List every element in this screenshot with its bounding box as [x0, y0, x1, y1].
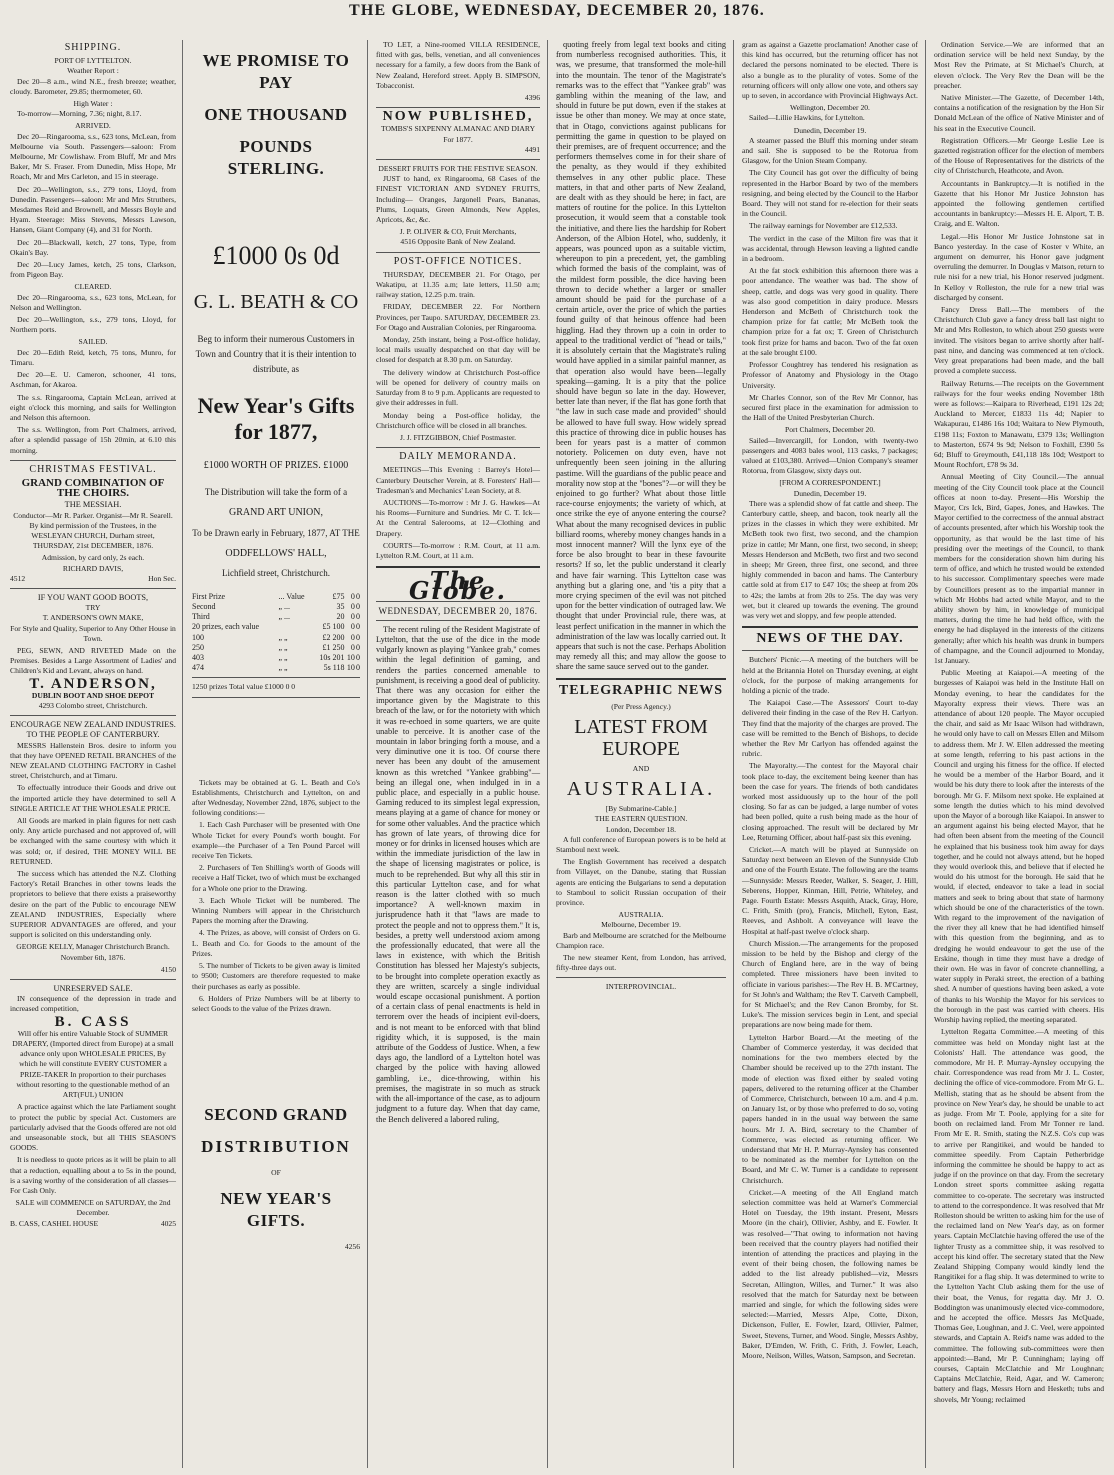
- prize-cell: „ „: [278, 653, 288, 663]
- cass-body: A practice against which the late Parliament sought to protect the public by special Act. Customers are particularly advised that the Goods offered are not old and unseasonable stock, but all THIS SEASON'S GOODS.: [10, 1102, 176, 1153]
- prize-cell: 0: [350, 602, 355, 612]
- interprovincial: gram as against a Gazette proclamation! Another case of this kind has occurred, but the returning officer has not declared the persons nominated to be elected. There is also a bungle as to the plurality of votes. Some of the returning officers will only allow one vote, and others say up to seven, in accordance with Provincial Highways Act.: [742, 40, 918, 101]
- cass-body: It is needless to quote prices as it will be plain to all that a reduction, equalling about a to 5s in the pound, is a saving worthy of the consideration of all classes—For Cash Only.: [10, 1155, 176, 1195]
- by-cable: [By Submarine-Cable.]: [605, 804, 677, 814]
- prize-cell: 10: [346, 653, 355, 663]
- prize-cell: 0: [350, 591, 355, 601]
- news-item: Public Meeting at Kaiapoi.—A meeting of the burgesses of Kaiapoi was held in the Institute Hall on Monday evening, to hear the candidates for the Mayoralty express their views. There was an attendance of about 120 people. The Mayor occupied the chair, and said as Mr Isaac Wilson had withdrawn, he would only have to call on Messrs Ellen and Milsom to address them. Mr J. W. Ellen addressed the meeting at some length, referring to his past actions in the Council and urging his fitness for the office. If elected he would be a member of the Harbor Board, and it would be his duty there to look after the interests of the borough. Mr G. F. Milsom next spoke. He explained at some length the duties which to his mind devolved upon the Mayor of a borough like Kaiapoi. In answer to an argument against his being elected Mayor, that he had often been absent from the meeting of the Council he explained that his business took him away for days together, and he could not always attend, but he hoped they would overlook this, and believe that if elected he would do his utmost for the borough. He said that he would, if elected, endeavor to take a lead in social matters and seek to bring about that state of harmony which should be one of the characteristics of the town. With regard to the improvement of the navigation of the river they all knew that he had identified himself with this question from the beginning, and as to dredging he would endeavour to get the use of the Erskine, though in time they must have a dredge of their own. He was in favor of concrete channelling, a water supply in Peraki street, the erection of a bathing shed. A number of questions having been asked, a vote of thanks to his Worship the Mayor for his services to the borough in the past was carried with cheers. His Worship having replied, the meeting separated.: [934, 668, 1104, 1025]
- arrived-heading: ARRIVED.: [75, 121, 111, 131]
- ad-number: 4396: [524, 93, 540, 103]
- xmas-title: GRAND COMBINATION OF THE CHOIRS.: [21, 476, 165, 500]
- davis: RICHARD DAVIS,: [62, 563, 124, 573]
- arrival: Dec 20—Blackwall, ketch, 27 tons, Type, from Okain's Bay.: [10, 237, 176, 257]
- prize-cell: 5s 118: [323, 663, 345, 673]
- news-item: Lyttelton Regatta Committee.—A meeting of this committee was held on Monday night last at the Colonists' Hall. The attendance was good, the commodore, Mr H. P. Murray-Aynsley occupying the chair. Correspondence was read from Mr J. L. Coster, declining the office of vice-commodore. From Mr G. L. Mellish, stating that as he should be absent from the province on New Year's day, he should be unable to act as judge. From Mr T. Poole, applying for a site for booth on reclaimed land. From Mr Tonner re land. From Mr E. R. Smith, stating the N.Z.S. Co's cup was to arrive per Rangitikei, and would be handed to committee speedily. From Captain Petherbridge informing the committee he should be happy to act as judge if on the province on that day. From the secretary London street sports committee asking regatta committee to co-operate. The secretary was instructed to attend to the correspondence. It was resolved that Mr Rolleston should be written to asking him for the use of the reclaimed land on New Year's day, as on former years. Captain McClatchie having offered the use of the lighter Trusty as a committee ship, it was resolved to accept his kind offer. The secretary stated that the New Zealand Shipping Company would kindly lend the Rangitikei for a flag ship. It was determined to write to the Lyttelton Yacht Club asking them for the use of their boat, the Venus, for regatta day. Mr J. O. Boddington was unanimously elected vice-commodore, and he accepted the office. Messrs Jas McQuade, Thomas Gee, Loughnan, and J. C. Veel, were appointed stewards, and Captain A. Reid's name was added to the committee. The following sub-committees were then appointed:—Band, Mr P. Cunningham; laying off courses, Captain McClatchie and Mr Loughnan; Captains McClatchie, Reid, Agar, and W. Cameron; battery and flags, Messrs Horn and Hesketh; tubs and shovels, Mr Young; reclaimed: [934, 1027, 1104, 1404]
- new-years-gifts-heading: NEW YEAR'S GIFTS.: [220, 1189, 332, 1231]
- post-office-heading: POST-OFFICE NOTICES.: [393, 255, 523, 267]
- dessert-heading: DESSERT FRUITS FOR THE FESTIVE SEASON.: [378, 164, 538, 174]
- ad-number: 4256: [344, 1242, 360, 1252]
- now-published: NOW PUBLISHED,: [382, 109, 534, 125]
- news-of-day-heading: NEWS OF THE DAY.: [756, 631, 904, 647]
- pounds-amount: £1000 0s 0d: [212, 241, 340, 270]
- telegram: The City Council has got over the difficulty of being represented in the Harbor Board by two of the members resigning, and being elected by the Council to the Harbor Board. They will not stand for re-election for their seats in the Council.: [742, 168, 918, 219]
- column-rule: [367, 40, 368, 1468]
- telegram: Mr Charles Connor, son of the Rev Mr Connor, has secured first place in the examination for admission to the Hall of the United Presbyterian Church.: [742, 392, 918, 423]
- telegram: At the fat stock exhibition this afternoon there was a poor attendance. The weather was bad. The show of sheep, cattle, and dogs was very good in quality. There was also good competition in dairy produce. Messrs Henderson and McBeth of Christchurch took the champion prize for fat cattle; Mr McBeth took the champion prize for a fat ox; T. Green of Christchurch took first prize for hams and bacon. Two of the fat oxen at the sale brought £100.: [742, 266, 918, 357]
- prize-row: [192, 602, 360, 612]
- promise-line: POUNDS STERLING.: [227, 137, 325, 178]
- high-water: To-morrow—Morning, 7.36; night, 8.17.: [17, 109, 142, 119]
- melbourne-dateline: Melbourne, December 19.: [601, 920, 681, 930]
- divider: [376, 252, 540, 253]
- column-6: [928, 40, 1110, 1470]
- latest-and: AND: [632, 764, 650, 773]
- sailed: Dec 20—Edith Reid, ketch, 75 tons, Munro, for Timaru.: [10, 347, 176, 367]
- divider: [10, 979, 176, 980]
- water-heading: High Water :: [73, 99, 113, 109]
- fruits-ad: JUST to hand, ex Ringarooma, 68 Cases of the FINEST VICTORIAN AND SYDNEY FRUITS, Including— Oranges, Jargonell Pears, Bananas, Plums, Loquats, Green Almonds, New Apples, Apricots, &c, &c.: [376, 174, 540, 225]
- divider: [742, 650, 918, 651]
- divider: [376, 447, 540, 448]
- leader-article-cont: quoting freely from legal text books and citing from numberless recognised authorities. This, it was, we presume, that transformed the mole-hill into the mountain. The tenor of the Magistrate's remarks was to the effect that "Yankee grab" was gambling within the meaning of the law, and should in future be put down, even if the stakes at issue be other than money. We may at once state, that in Otago, convictions against publicans for permitting the game in question to be played on their premises, are of frequent occurrence; and the performers themselves come in for their share of the penalty, as they would if they exhibited themselves in any other public place. These matters, in that and other parts of New Zealand, are dealt with as they should be here; in fact, are matters of routine for the police. In this Lyttelton prosecution, it would seem that a constable took the initiative, and there lies the hardship for Robert Anderson, of the Albion Hotel, who, suddenly, it appears, was pounced upon as a suitable victim, whereupon to pin a precedent, yet, the gambling which formed the basis of the complaint, was of the mildest form possible, the dice having been thrown to decide whether a larger or smaller amount should be paid for the purchase of a certain article, over the price of which the parties found guilty of that heinous offence had been higgling. Had they thrown up a coin in order to appeal to the traditional verdict of "head or tails," it is absolutely certain that the Magistrate's ruling would have applied in a similar painful manner, as that operation also would have been—legally speaking—gaming. It is a pity that the police should have begun so late in the day. However, better late than never, if the flat has gone forth that "the law in such case made and provided" should be allowed to have full sway. How widely spread this practice of throwing dice in public houses has been for years past is a matter of common notoriety. Policemen on duty even, have not unfrequently been seen joining in the alluring pastime. Will the guardians of the public peace and morality now stop at the "bones"?—or will they be enjoined to go further? What about those little race-course enjoyments; the variety of which, at once strike the eye of anyone entering the course? What about the many recognised devices in public billiard rooms, whereby money changes hands in a most innocent manner? Will the lynx eye of the force be also brought to bear in these favourite resorts? If so, let the public understand it clearly and have fair warning. This Lyttelton case was anything but a glaring one, and 'tis a pity that a more crying specimen of the evil was not pitched upon for the better vindication of outraged law. We thought that under Provincial rule, there was, at least perfect unification in the manner in which the administration of the law was locally carried out. It appears that such is not the case. Perhaps Abolition may remedy all this; and may allow the goose to share the same sauce served out to the gander.: [556, 40, 726, 672]
- cass-sale: SALE will COMMENCE on SATURDAY, the 2nd December.: [15, 1198, 171, 1218]
- column-5: [736, 40, 924, 1470]
- to-people: TO THE PEOPLE OF CANTERBURY.: [26, 730, 160, 740]
- anderson: T. ANDERSON,: [29, 675, 157, 692]
- prize-cell: 0: [350, 612, 355, 622]
- condition: 3. Each Whole Ticket will be numbered. The Winning Numbers will appear in the Christchurch Papers the morning after the Drawing.: [192, 895, 360, 926]
- column-rule: [547, 40, 548, 1468]
- memo: AUCTIONS—To-morrow : Mr J. G. Hawkes—At his Rooms—Furniture and Sundries. Mr C. T. Ick—At the Central Salerooms, at 12—Clothing and Drapery.: [376, 497, 540, 538]
- divider: [10, 588, 176, 589]
- news-item: Fancy Dress Ball.—The members of the Christchurch Club gave a fancy dress ball last night to Mr and Mrs Rolleston, to which about 250 guests were invited. The visitors began to arrive shortly after half-past nine, and dancing was commenced at ten o'clock. Very great preparations had been made, and the ball proved a complete success.: [934, 305, 1104, 376]
- almanac: TOMBS'S SIXPENNY ALMANAC AND DIARY For 1877.: [380, 124, 536, 144]
- pegged: PEG, SEWN, AND RIVETED Made on the Premises. Besides a Large Assortment of Ladies' and Children's Kid and Levant, always on hand.: [10, 645, 176, 676]
- divider: [556, 977, 726, 978]
- telegram: Sailed—Lillie Hawkins, for Lyttelton.: [749, 113, 865, 123]
- davis-line: [10, 574, 176, 584]
- interprovincial-heading: INTERPROVINCIAL.: [605, 982, 677, 992]
- condition: 2. Purchasers of Ten Shilling's worth of Goods will receive a Half Ticket, two of which must be exchanged for a Whole one prior to the Drawing.: [192, 863, 360, 893]
- column-1: [4, 40, 182, 1470]
- australia-heading: AUSTRALIA.: [566, 778, 716, 801]
- news-item: The Mayoralty.—The contest for the Mayoral chair took place to-day, the excitement being keener than has been the case for years. The friends of both candidates worked most assiduously up to the hour of the poll closing. So far as can be judged, a large number of votes had been polled, quite a rush being made as the hour of closing approached. The result will be declared by Mr Lee, Returning Officer, about half-past six this evening.: [742, 761, 918, 842]
- prize-cell: „ „: [278, 632, 288, 642]
- prize-cell: 20: [336, 612, 345, 622]
- news-item: The Kaiapoi Case.—The Assessors' Court to-day delivered their finding in the case of the Rev H. Carlyon. They find that the majority of the charges are proved. The case will be remitted to the Bench of Bishops, to decide whether the Rev Mr Carlyon has offended against the rubric.: [742, 698, 918, 759]
- news-item: Railway Returns.—The receipts on the Government railways for the four weeks ending November 18th were as follows:—Kaipara to Riverhead, £191 12s 2d; Auckland to Mercer, £1833 11s 4d; Napier to Wakapurau, £1486 16s 10d; Waitara to New Plymouth, £198 11s; Foxton to Manawatu, £379 13s; Wellington to Masterton, £674 9s 9d; Nelson to Foxhill, £390 5s 6d; Bluff to Greymouth, £41,118 18s 10d; Westport to Mount Rochfort, £78 9s 3d.: [934, 378, 1104, 470]
- oliver-address: 4516 Opposite Bank of New Zealand.: [400, 237, 516, 247]
- column-4: [550, 40, 732, 1470]
- dunedin-dateline: Dunedin, December 19.: [793, 488, 867, 498]
- promise-line: ONE THOUSAND: [204, 105, 348, 124]
- news-item: Lyttelton Harbor Board.—At the meeting of the Chamber of Commerce yesterday, it was decided that nominations for the two members elected by the Chamber should be received up to the 27th instant. The mode of election was fixed either by sealed voting papers, delivered to the returning officer at the Chamber of Commerce, Christchurch, between 10 a.m. and 4 p.m. on January 1st, or by those who preferred to do so, voting papers handed in in the usual way between the same hours. Mr J. A. Bird, secretary to the Chamber of Commerce, was elected as returning officer. We understand that Mr H. P. Murray-Aynsley has consented to be nominated as the member for Lyttelton on the Board, and Mr C. W. Turner is a candidate to represent Christchurch.: [742, 1032, 918, 1185]
- beath-body: Beg to inform their numerous Customers in Town and Country that it is their intention to distribute, as: [195, 334, 357, 374]
- prize-cell: 0: [350, 632, 355, 642]
- divider: [376, 107, 540, 108]
- sailed: Dec 20—E. U. Cameron, schooner, 41 tons, Aschman, for Akaroa.: [10, 370, 176, 390]
- port-chalmers-dateline: Port Chalmers, December 20.: [784, 425, 876, 435]
- cass-address-line: [10, 1219, 176, 1229]
- prize-worth: £1000 WORTH OF PRIZES. £1000: [203, 460, 349, 471]
- prize-total: 1250 prizes Total value £1000 0 0: [192, 682, 296, 692]
- prize-cell: [278, 622, 312, 632]
- prize-cell: 0: [356, 591, 360, 601]
- prize-cell: £5 100: [322, 622, 345, 632]
- memo: COURTS—To-morrow : R.M. Court, at 11 a.m. Lyttelton R.M. Court, at 11 a.m.: [376, 540, 540, 560]
- prize-row: [192, 622, 360, 632]
- cleared-heading: CLEARED.: [74, 282, 112, 292]
- prize-cell: „ ...: [278, 612, 291, 622]
- column-2: [186, 40, 366, 1470]
- prize-cell: Third: [192, 612, 210, 622]
- telegram: Barb and Melbourne are scratched for the Melbourne Champion race.: [556, 930, 726, 950]
- latest-heading: LATEST FROM EUROPE: [574, 716, 708, 760]
- distribution-heading: DISTRIBUTION: [201, 1137, 351, 1157]
- xmas-heading: CHRISTMAS FESTIVAL.: [29, 463, 157, 475]
- news-item: Cricket.—A match will be played at Sunnyside on Saturday next between an Eleven of the Sunnyside Club and one of the Fourth Estate. The following are the teams—Sunnyside: Messrs Reeder, Walker, S. Seager, J. Hill, Seberens, Hopper, Kinman, Hill, Petrie, Whiteley, and Page. Fourth Estate: Messrs Asquith, Atack, Gray, Hore, C. Frith, Smith (pro), Francis, Mitchell, Eyton, East, Reeves, and Ashbolt. A conveyance will leave the Hospital at half-past twelve o'clock sharp.: [742, 845, 918, 936]
- kelly: GEORGE KELLY, Manager Christchurch Branch. November 6th, 1876.: [16, 942, 170, 962]
- xmas-body: By kind permission of the Trustees, in the WESLEYAN CHURCH, Durham street, THURSDAY, 21st DECEMBER, 1876.: [29, 520, 157, 551]
- oddfellows-hall: ODDFELLOWS' HALL,: [225, 548, 327, 560]
- postmaster: J. J. FITZGIBBON, Chief Postmaster.: [399, 432, 517, 442]
- ad-number: 4150: [160, 964, 176, 974]
- cass-address: B. CASS, CASHEL HOUSE: [10, 1218, 99, 1228]
- davis-role: Hon Sec.: [148, 573, 176, 583]
- dunedin-dateline: Dunedin, December 19.: [793, 125, 867, 135]
- port-heading: PORT OF LYTTELTON.: [54, 56, 132, 66]
- boots-heading: IF YOU WANT GOOD BOOTS,: [37, 592, 149, 602]
- post-notice: THURSDAY, DECEMBER 21. For Otago, per Wakatipu, at 11.35 a.m; late letters, 11.50 a.m; railway station, 12.25 p.m. train.: [376, 269, 540, 300]
- prize-cell: First Prize: [192, 591, 226, 601]
- admission: Admission, by card only, 2s each.: [41, 553, 145, 563]
- column-3: [370, 40, 546, 1470]
- cass-body: Will offer his entire Valuable Stock of SUMMER DRAPERY, (Imported direct from Europe) at a small advance only upon WHOLESALE PRICES, By which he will constitute EVERY CUSTOMER a PRIZE-TAKER In proportion to their purchases without resorting to the questionable method of an ART(FUL) UNION: [12, 1028, 174, 1100]
- shipping-title: SHIPPING.: [64, 42, 122, 53]
- column-rule: [182, 40, 183, 1468]
- divider: [10, 715, 176, 716]
- divider: [192, 677, 360, 678]
- prize-cell: 474: [192, 663, 204, 673]
- dateline: WEDNESDAY, DECEMBER 20, 1876.: [378, 605, 538, 616]
- prize-row: [192, 643, 360, 653]
- divider: [556, 678, 726, 680]
- of-word: OF: [271, 1168, 281, 1178]
- post-notice: Monday, 25th instant, being a Post-office holiday, local mails usually despatched on that day will be closed for despatch at 8.30 p.m. on Saturday.: [376, 335, 540, 365]
- shipping-note: The s.s. Wellington, from Port Chalmers, arrived, after a splendid passage of 15h 20min, at 6.10 this morning.: [10, 425, 176, 455]
- globe-logo: The Globe.: [408, 566, 508, 606]
- prize-table: [192, 592, 360, 674]
- oliver: J. P. OLIVER & CO, Fruit Merchants,: [399, 227, 517, 237]
- prize-cell: 250: [192, 642, 204, 652]
- prize-row: [192, 663, 360, 673]
- ad-number: 4025: [160, 1218, 176, 1228]
- prize-cell: 0: [356, 612, 360, 622]
- depot-address: 4293 Colombo street, Christchurch.: [38, 700, 148, 710]
- divider: [376, 159, 540, 160]
- distribution-form: The Distribution will take the form of a: [204, 487, 348, 498]
- hallenstein-ad: MESSRS Hallenstein Bros. desire to inform you that they have OPENED RETAIL BRANCHES of the NEW ZEALAND CLOTHING FACTORY in Cashel street, Christchurch, and at Timaru.: [10, 740, 176, 781]
- condition: 5. The number of Tickets to be given away is limited to 9500; Customers are therefore requested to make their purchases as early as possible.: [192, 961, 360, 991]
- new-years-gifts: New Year's Gifts for 1877,: [197, 393, 355, 444]
- memo: MEETINGS—This Evening : Barrey's Hotel—Canterbury Deutscher Verein, at 8. Foresters' Hall—Tradesman's and Mechanics' Lean Society, at 8.: [376, 465, 540, 495]
- ticket-info: Tickets may be obtained at G. L. Beath and Co's Establishments, Christchurch and Lyttelton, on and after Wednesday, November 22nd, 1876, subject to the following conditions:—: [192, 777, 360, 818]
- news-item: Ordination Service.—We are informed that an ordination service will be held next Sunday, by the Most Rev the Primate, at St Michael's Church, at eleven o'clock. The Very Rev the Dean will be the preacher.: [934, 40, 1104, 90]
- column-rule: [733, 40, 734, 1468]
- drawn-date: To be Drawn early in February, 1877, AT THE: [192, 528, 360, 539]
- telegram: Professor Coughtrey has tendered his resignation as Professor of Anatomy and Physiology in the Otago University.: [742, 360, 918, 390]
- london-dateline: London, December 18.: [605, 824, 676, 834]
- telegram: The verdict in the case of the Milton fire was that it was accidental, through Hewson leaving a lighted candle in a bedroom.: [742, 233, 918, 264]
- news-item: Legal.—His Honor Mr Justice Johnstone sat in Banco yesterday. In the case of Koster v White, an argument on demurrer, his Honor gave judgment overruling the demurrer. In Douglas v Matson, return to rule nisi for a new trial, his Honor reserved judgment. In Kelloy v Rolleston, the rule for a new trial was discharged by consent.: [934, 231, 1104, 302]
- prize-cell: 10: [346, 663, 355, 673]
- news-item: Accountants in Bankruptcy.—It is notified in the Gazette that his Honor Mr Justice Johnston has appointed the following gentlemen certified accountants in bankruptcy:—Messrs H. E. Alport, T. B. Craig, and E. Walton.: [934, 178, 1104, 229]
- prize-cell: 35: [336, 602, 345, 612]
- prize-cell: „ „: [278, 663, 288, 673]
- hallenstein-ad: All Goods are marked in plain figures for nett cash only. Any article purchased and not approved of, will be exchanged with the same courtesy with which it was sold; or, if desired, THE MONEY WILL BE RETURNED.: [10, 816, 176, 866]
- divider: [10, 460, 176, 461]
- divider: [376, 620, 540, 621]
- column-rule: [925, 40, 926, 1468]
- messiah: THE MESSIAH.: [64, 500, 122, 510]
- prize-cell: 0: [350, 622, 355, 632]
- telegram: The English Government has received a despatch from Villayet, on the Danube, stating that Russian agents are enticing the Bulgarians to send a deputation to Stamboul to solicit Russian occupation of their province.: [556, 857, 726, 908]
- telegraphic-heading: TELEGRAPHIC NEWS: [558, 682, 724, 698]
- telegram: The railway earnings for November are £12,533.: [749, 221, 898, 231]
- telegram: Sailed—Invercargill, for London, with twenty-two passengers and 4083 bales wool, 113 casks, 7 packages; valued at £103,380. Arrived—Union Company's steamer Rotorua, from Glasgow, sixty days out.: [742, 435, 918, 476]
- weather-report: Dec 20—8 a.m., wind N.E., fresh breeze; weather, cloudy. Barometer, 29.85; thermometer, 60.: [10, 76, 176, 96]
- arrival: Dec 20—Wellington, s.s., 279 tons, Lloyd, from Dunedin. Passengers—saloon: Mr and Mrs Struthers, Mesdames Reid and Brownell, and Messrs Boyle and Hyam. Steerage: Miss Stevens, Messrs Lawson, Hansen, Giant Company (4), and 31 for North.: [10, 184, 176, 235]
- memoranda-heading: DAILY MEMORANDA.: [399, 451, 517, 463]
- sailed-heading: SAILED.: [78, 337, 108, 347]
- cass-intro: IN consequence of the depression in trade and increased competition,: [10, 994, 176, 1014]
- boots-body: For Style and Quality, Superior to Any Other House in Town.: [10, 623, 176, 643]
- prize-row: [192, 592, 360, 602]
- news-item: Registration Officers.—Mr George Leslie Lee is gazetted registration officer for the election of members of the House of Representatives for the districts of the city of Christchurch, Heathcote, and Avon.: [934, 135, 1104, 176]
- telegram: The new steamer Kent, from London, has arrived, fifty-three days out.: [556, 953, 726, 973]
- second-grand: SECOND GRAND: [204, 1105, 348, 1125]
- news-item: Church Mission.—The arrangements for the proposed mission to be held by the Bishop and clergy of the Church of England here, are in the way of being completed. Three missioners have been invited to officiate in various parishes:—The Rev H. B. M'Cartney, for St John's and Waltham; the Rev T. Carveth Campbell, for St Michael's; and the Rev Canon Bromby, for St. Luke's. The mission services begin in Lent, and special preparations are now being made for them.: [742, 938, 918, 1030]
- news-item: Annual Meeting of City Council.—The annual meeting of the City Council took place at the Council offices at noon to-day. Present—His Worship the Mayor, Crs Ick, Bird, Gapes, Jones, and Hawkes. The Mayor certified to the correctness of the annual abstract of accounts presented, after which his Worship took the opportunity, as that would be the last time of his presiding over the meetings of the Council, to thank members for the consideration shown him during his term of office, and which he trusted would be extended to his successor. Complimentary speeches were made by Councillors present as to the impartial manner in which Mr Hobbs had acted while Mayor, and to the ability shown by him, in knowledge of municipal matters, during the time he had held office, with the energy he had displayed in the interests of the citizens generally; after which his health was drunk in bumpers of champagne, and the Council adjourned to Monday, 1st January.: [934, 472, 1104, 665]
- prize-cell: 0: [356, 653, 360, 663]
- prize-cell: 10s 201: [319, 653, 345, 663]
- prize-cell: £75: [332, 591, 345, 601]
- prize-cell: £2 200: [322, 632, 345, 642]
- prize-cell: 403: [192, 653, 204, 663]
- prize-cell: 0: [356, 622, 360, 632]
- prize-cell: „ „: [278, 642, 288, 652]
- prize-cell: Second: [192, 602, 216, 612]
- boots-try: TRY: [85, 603, 101, 613]
- prize-cell: 0: [356, 663, 360, 673]
- prize-cell: 20 prizes, each value: [192, 622, 260, 632]
- post-notice: FRIDAY, DECEMBER 22. For Northern Provinces, per Taupo. SATURDAY, DECEMBER 23. For Otago and Australian Colonies, per Ringarooma.: [376, 302, 540, 332]
- condition: 6. Holders of Prize Numbers will be at liberty to select Goods to the value of the Prizes drawn.: [192, 993, 360, 1013]
- telegram: A full conference of European powers is to be held at Stamboul next week.: [556, 834, 726, 855]
- encourage-heading: ENCOURAGE NEW ZEALAND INDUSTRIES.: [10, 720, 176, 730]
- prize-cell: £1 250: [322, 642, 345, 652]
- correspondent-heading: [FROM A CORRESPONDENT.]: [779, 478, 881, 488]
- boots-name: T. ANDERSON'S OWN MAKE,: [42, 613, 144, 623]
- hallenstein-ad: The success which has attended the N.Z. Clothing Factory's Retail Branches in other towns leads the proprietors to believe that there exists a praiseworthy desire on the part of the Public to encourage NEW ZEALAND INDUSTRIES, Especially where SUPERIOR ADVANTAGES are offered, and your support is solicited on this understanding only.: [10, 869, 176, 940]
- condition: 4. The Prizes, as above, will consist of Orders on G. L. Beath and Co. for Goods to the amount of the Prizes.: [192, 928, 360, 958]
- grand-art-union: GRAND ART UNION,: [229, 507, 323, 519]
- beath-name: G. L. BEATH & CO: [193, 291, 359, 313]
- telegram: A steamer passed the Bluff this morning under steam and sail. She is supposed to be the Rotorua from Glasgow, for the Union Steam Company.: [742, 135, 918, 166]
- prize-cell: 0: [356, 602, 360, 612]
- news-item: Cricket.—A meeting of the All England match selection committee was held at Warner's Commercial Hotel on Tuesday, the 19th instant. Present, Messrs Moore (in the chair), Ollivier, Ashby, and E. Fowler. It was resolved—"That owing to information not having been received that the country players had notified their intention of attending the practices and playing in the event of their being chosen, the following names be added to the list already published—viz, Messrs Secretan, Allington, Willes, and Turner." It was also resolved that the match for Saturday next be between married and single, for which the following sides were selected:—Married, Messrs Alpe, Cotte, Dixon, Dickenson, Fuller, E. Fowler, Izard, Ollivier, Palmer, Sweet, Stevens, Turner, and Wood. Single, Messrs Ashby, Baker, D'Emden, W. Frith, C. Frith, J. Fowler, Leach, Moore, Neilson, Willes, Watson, Sampson, and Secretan.: [742, 1187, 918, 1360]
- news-item: Butchers' Picnic.—A meeting of the butchers will be held at the Britannia Hotel on Thursday evening, at eight o'clock, for the purpose of making arrangements for holding a picnic of the trade.: [742, 655, 918, 695]
- weather-heading: Weather Report :: [67, 66, 119, 76]
- prize-cell: 0: [356, 632, 360, 642]
- prize-cell: „ ...: [278, 602, 291, 612]
- per-press: (Per Press Agency.): [611, 701, 671, 711]
- condition: 1. Each Cash Purchaser will be presented with One Whole Ticket for every Pound's worth bought. For example—the Purchaser of a Ten Pound Parcel will receive Ten Tickets.: [192, 820, 360, 861]
- australia-sub: AUSTRALIA.: [618, 910, 664, 920]
- news-item: Native Minister.—The Gazette, of December 14th, contains a notification of the resignation by the Hon Sir Donald McLean of the office of Native Minister and of his seat in the Executive Council.: [934, 93, 1104, 133]
- villa-ad: TO LET, a Nine-roomed VILLA RESIDENCE, fitted with gas, bells, venetian, and all conveniences necessary for a family, a few doors from the Bank of New Zealand, Hereford street. Apply B. SIMPSON, Tobacconist.: [376, 40, 540, 90]
- shipping-note: The s.s. Ringarooma, Captain McLean, arrived at eight o'clock this morning, and sails for Wellington and Nelson this afternoon.: [10, 392, 176, 422]
- prize-row: [192, 653, 360, 663]
- cleared: Dec 20—Wellington, s.s., 279 tons, Lloyd, for Northern ports.: [10, 315, 176, 335]
- telegram: There was a splendid show of fat cattle and sheep. The Canterbury cattle, sheep, and bacon, took nearly all the prizes in the classes in which they were exhibited. Mr McBeth took two first, two second, and the champion prize in cattle; Mr Mann, one first, two second, in sheep; Messrs Henderson and McBeth, two first and two second in sheep; Mr Green, three first, one second, and three highly commended in bacon and hams. The Canterbury cattle sold at from £17 to £47 10s; the sheep at from 20s to 42s; the lambs at from 20s to 25s. The day was very wet, but it cleared up towards the evening. The ground was very wet and sloppy, and few people attended.: [742, 498, 918, 620]
- cleared: Dec 20—Ringarooma, s.s., 623 tons, McLean, for Nelson and Wellington.: [10, 292, 176, 312]
- ad-number: 4491: [524, 144, 540, 154]
- post-notice: Monday being a Post-office holiday, the Christchurch office will be closed in all branches.: [376, 410, 540, 430]
- divider: [192, 697, 360, 698]
- hallenstein-ad: To effectually introduce their Goods and drive out the imported article they have determined to sell A SINGLE ARTICLE AT THE WHOLESALE PRICE.: [10, 783, 176, 813]
- arrival: Dec 20—Ringarooma, s.s., 623 tons, McLean, from Melbourne via South. Passengers—saloon: From Melbourne, Mr Cowlishaw. From Bluff, Mr and Mrs Baker, Mr S. Fraser. From Dunedin, Miss Hope, Mr Roach, Mr and Mrs Carleton, and 15 in steerage.: [10, 131, 176, 182]
- prize-cell: 0: [356, 642, 360, 652]
- cass-name: B. CASS: [54, 1013, 132, 1030]
- post-notice: The delivery window at Christchurch Post-office will be opened for delivery of country mails on Saturday from 8 to 9 p.m. Applicants are requested to give their addresses in full.: [376, 367, 540, 408]
- wellington-dateline: Wellington, December 20.: [790, 103, 870, 113]
- arrival: Dec 20—Lucy James, ketch, 25 tons, Clarkson, from Pigeon Bay.: [10, 260, 176, 280]
- prize-cell: 0: [350, 642, 355, 652]
- leader-article: The recent ruling of the Resident Magistrate of Lyttelton, that the use of the dice in the mode vulgarly known as playing "Yankee grab," comes within the legal definition of gaming, and renders the parties concerned amenable to punishment, is receiving a good deal of publicity. That there was any occasion for either the importance given by the Magistrate to this breach of the law, or for the notoriety with which it was re-echoed in some quarters, we are quite unable to perceive. It is another case of the mountain in labor bringing forth a mouse, and a very diminutive one it is too. Of course there never has been any doubt of the amusement known as this wretched "Yankee grabbing"—being an illegal one, when indulged in in a public place, and especially in a public house. Gaming reduced to its simplest legal expression, means playing at a game of chance for money or for some other valuables. And the practice which has grown of late years, of throwing dice for money or for drinks in licensed houses which are within the immediate jurisdiction of the law in the shape of licensing magistrates or police, is much to be reprehended. But why all this stir in this particular Lyttelton case, and for what reason is the latter clothed with so much importance? A well-known maxim in jurisprudence hath it that "laws are made to protect the people and not to oppress them." It is, besides, a pretty well understood axiom among the professionally educated, that were all the laws in existence, with which the British Constitution has blessed her Majesty's subjects, to be brought into complete operation exactly as they are written, scarcely a single individual would escape occasional punishment. A portion of a certain class of penal enactments is held in terrorem over the heads of incipient evil-doers, and is not meant to be enforced with that blind rigidity which, it is supposed, is the main attribute of the Goddess of Justice. When, a few days ago, the landlord of a Lyttelton hotel was charged by the police with having allowed gambling, i.e., dice-throwing, within his premises, the magistrate in so much as struck with the all-importance of the case, as to adjourn judgment to a future day. When that day came, the Bench delivered a labored ruling,: [376, 624, 540, 1124]
- prize-cell: ... Value: [278, 591, 305, 601]
- eastern-heading: THE EASTERN QUESTION.: [594, 814, 688, 824]
- promise-line: WE PROMISE TO PAY: [202, 51, 350, 92]
- prize-cell: 100: [192, 632, 204, 642]
- masthead: THE GLOBE, WEDNESDAY, DECEMBER 20, 1876.: [349, 2, 765, 19]
- prize-row: [192, 633, 360, 643]
- conductor: Conductor—Mr R. Parker. Organist—Mr R. Searell.: [13, 510, 173, 520]
- lichfield-street: Lichfield street, Christchurch.: [222, 567, 330, 578]
- divider: [742, 626, 918, 628]
- depot: DUBLIN BOOT AND SHOE DEPOT: [31, 690, 155, 700]
- unreserved-heading: UNRESERVED SALE.: [53, 984, 133, 994]
- ad-number: 4512: [10, 573, 26, 583]
- prize-row: [192, 612, 360, 622]
